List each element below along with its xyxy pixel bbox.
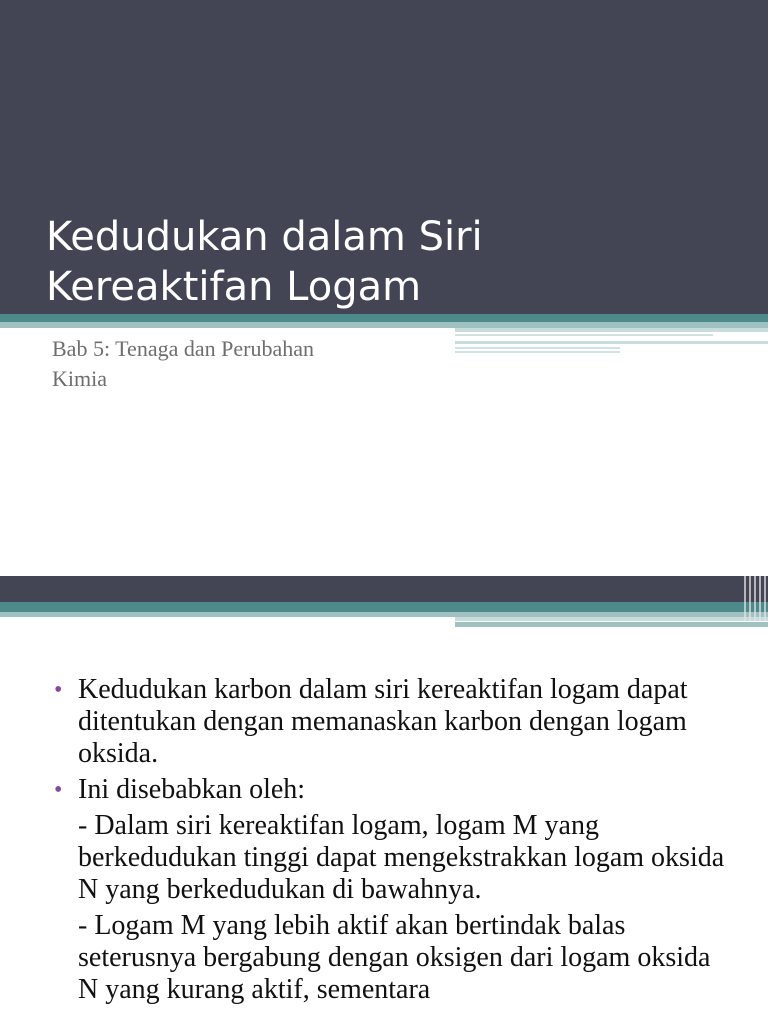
bullet-icon: • [54, 677, 63, 703]
slide-subtitle [52, 334, 432, 394]
slide-body [54, 674, 734, 1010]
decorative-stripe [455, 347, 620, 349]
decorative-stripe [455, 341, 768, 344]
slide-title-line-2: Kereaktifan Logam [46, 264, 422, 310]
decorative-lines [744, 576, 768, 621]
slide-subtitle-line-2: Kimia [52, 366, 107, 391]
decorative-stripe [455, 617, 768, 621]
decorative-stripe [455, 622, 768, 627]
decorative-stripe [455, 334, 713, 336]
decorative-stripe [455, 328, 768, 332]
decorative-stripe [0, 314, 768, 322]
decorative-stripe [0, 602, 768, 612]
header-band [0, 576, 768, 602]
sub-paragraph: - Logam M yang lebih aktif akan bertindak balas seterusnya bergabung dengan oksigen dari logam oksida N yang kurang aktif, sementara [78, 910, 711, 1005]
content-slide [0, 576, 768, 1024]
slide-subtitle-line-1: Bab 5: Tenaga dan Perubahan [52, 336, 314, 361]
bullet-icon: • [54, 777, 63, 803]
decorative-stripe [455, 351, 620, 353]
bullet-item [54, 774, 734, 806]
bullet-text: Kedudukan karbon dalam siri kereaktifan logam dapat ditentukan dengan memanaskan karbon dengan logam oksida. [78, 674, 688, 769]
bullet-text: Ini disebabkan oleh: [78, 774, 306, 805]
bullet-item [54, 674, 734, 770]
slide-title [46, 212, 746, 312]
slide-title-line-1: Kedudukan dalam Siri [46, 214, 483, 260]
sub-paragraph: - Dalam siri kereaktifan logam, logam M yang berkedudukan tinggi dapat mengekstrakkan logam oksida N yang berkedudukan di bawahnya. [78, 810, 725, 905]
